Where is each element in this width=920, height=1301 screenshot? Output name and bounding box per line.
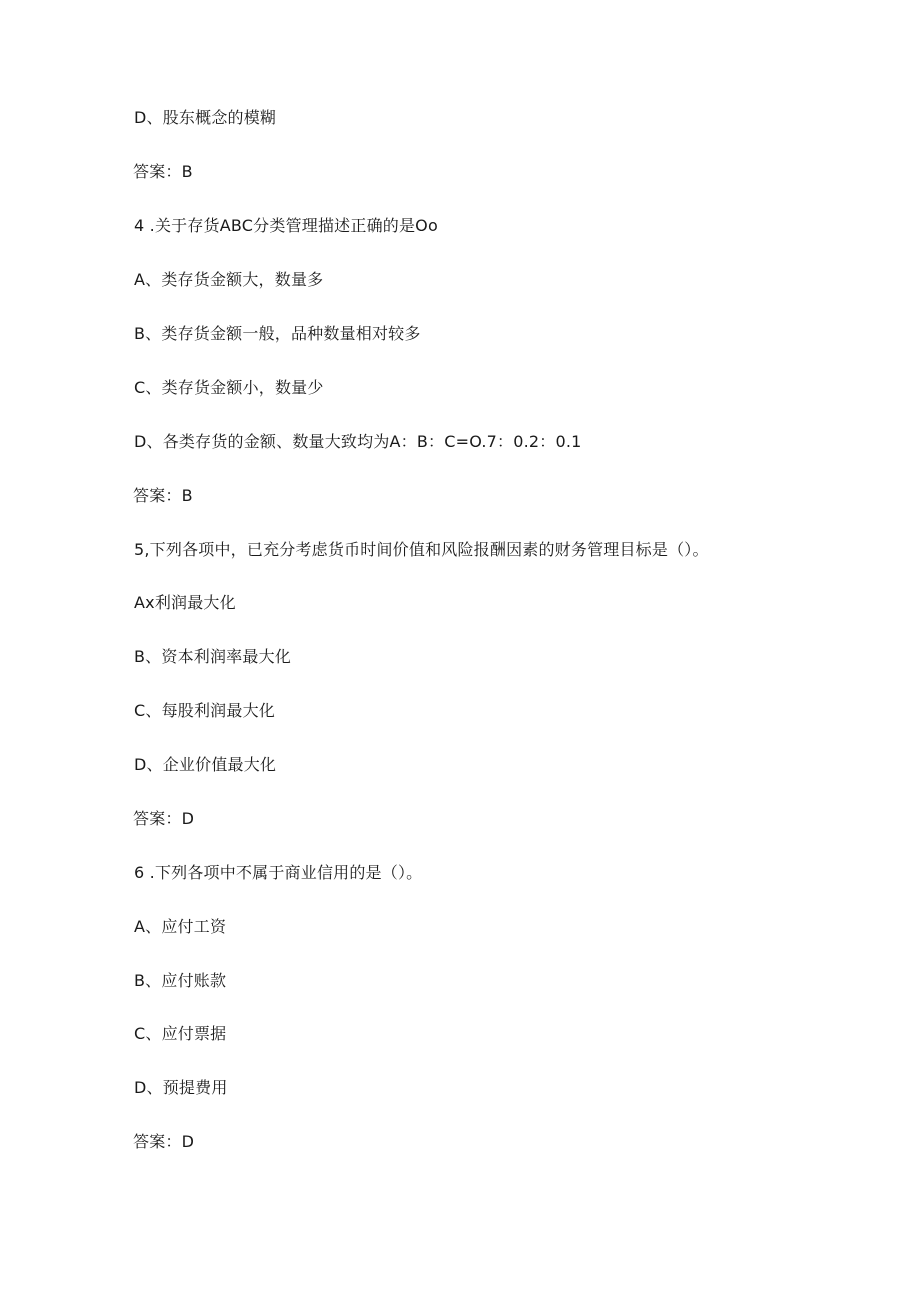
option-d-q6: D、预提费用 [134, 1078, 228, 1097]
option-c-q5: C、每股利润最大化 [134, 701, 275, 720]
option-d-q5: D、企业价值最大化 [134, 755, 277, 774]
option-b-q6: B、应付账款 [134, 971, 227, 990]
question-6: 6 .下列各项中不属于商业信用的是（）。 [134, 863, 423, 882]
option-c-q4: C、类存货金额小，数量少 [134, 378, 324, 397]
option-b-q5: B、资本利润率最大化 [134, 647, 291, 666]
option-d-q3: D、股东概念的模糊 [134, 108, 277, 127]
option-b-q4: B、类存货金额一般，品种数量相对较多 [134, 324, 421, 343]
answer-q5: 答案：D [133, 809, 195, 828]
answer-q4: 答案：B [133, 486, 193, 505]
option-d-q4: D、各类存货的金额、数量大致均为A：B：C=O.7：0.2：0.1 [134, 432, 582, 451]
option-c-q6: C、应付票据 [134, 1024, 227, 1043]
option-a-q5: Ax利润最大化 [134, 593, 236, 612]
question-5: 5,下列各项中，已充分考虑货币时间价值和风险报酬因素的财务管理目标是（）。 [134, 540, 709, 559]
option-a-q4: A、类存货金额大，数量多 [134, 270, 324, 289]
question-4: 4 .关于存货ABC分类管理描述正确的是Oo [134, 216, 438, 235]
answer-q6: 答案：D [133, 1132, 195, 1151]
answer-q3: 答案：B [133, 162, 193, 181]
option-a-q6: A、应付工资 [134, 917, 227, 936]
